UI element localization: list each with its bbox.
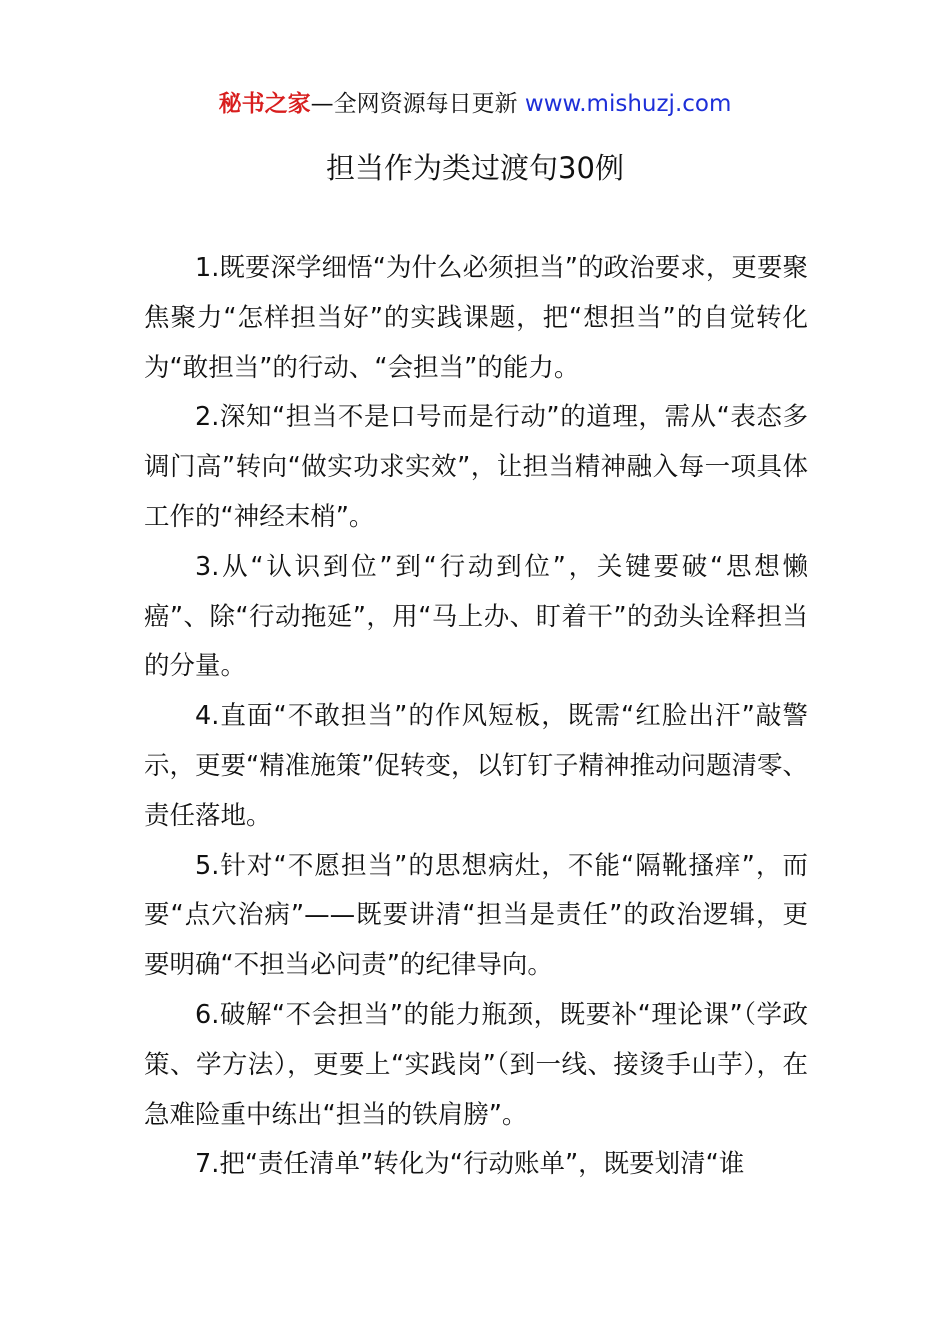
document-title: 担当作为类过渡句30例 xyxy=(326,151,624,185)
site-header xyxy=(0,88,950,120)
paragraph-5: 5.针对“不愿担当”的思想病灶，不能“隔靴搔痒”，而要“点穴治病”——既要讲清“担当是责任”的政治逻辑，更要明确“不担当必问责”的纪律导向。 xyxy=(144,850,808,981)
paragraph-7: 7.把“责任清单”转化为“行动账单”，既要划清“谁 xyxy=(195,1149,745,1180)
paragraph-4: 4.直面“不敢担当”的作风短板，既需“红脸出汗”敲警示，更要“精准施策”促转变，以钉钉子精神推动问题清零、责任落地。 xyxy=(144,701,808,831)
document-body xyxy=(144,244,808,1190)
paragraph-2: 2.深知“担当不是口号而是行动”的道理，需从“表态多调门高”转向“做实功求实效”，让担当精神融入每一项具体工作的“神经末梢”。 xyxy=(144,402,808,532)
paragraph-3: 3.从“认识到位”到“行动到位”，关键要破“思想懒癌”、除“行动拖延”，用“马上办、盯着干”的劲头诠释担当的分量。 xyxy=(144,551,808,682)
paragraph-1: 1.既要深学细悟“为什么必须担当”的政治要求，更要聚焦聚力“怎样担当好”的实践课题，把“想担当”的自觉转化为“敢担当”的行动、“会担当”的能力。 xyxy=(144,253,808,383)
site-tagline: —全网资源每日更新 xyxy=(310,91,518,117)
paragraph-6: 6.破解“不会担当”的能力瓶颈，既要补“理论课”（学政策、学方法），更要上“实践岗”（到一线、接烫手山芋），在急难险重中练出“担当的铁肩膀”。 xyxy=(144,999,808,1130)
site-url-link[interactable]: www.mishuzj.com xyxy=(524,91,732,117)
site-brand: 秘书之家 xyxy=(218,91,311,117)
